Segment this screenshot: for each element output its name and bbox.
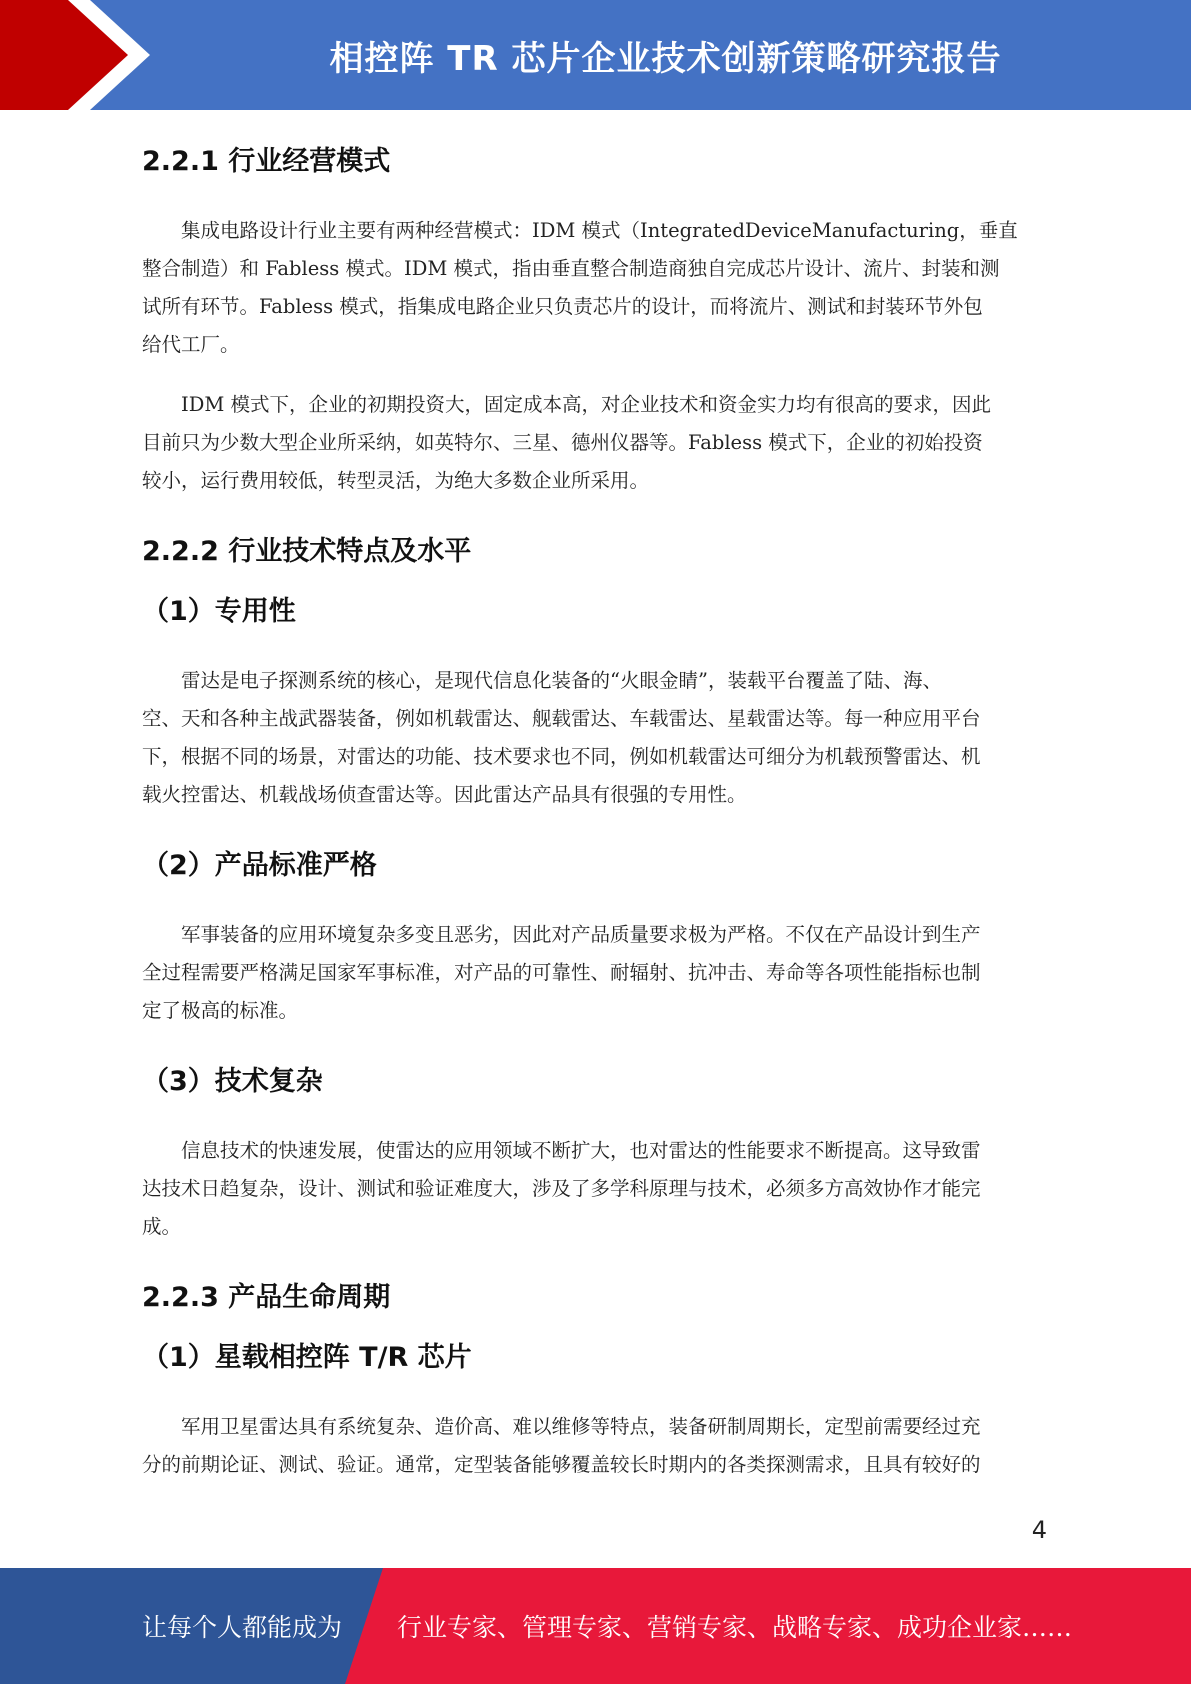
subheading-specialization: （1）专用性 [142,596,296,627]
paragraph: 集成电路设计行业主要有两种经营模式：IDM 模式（IntegratedDeviceManufacturing，垂直 整合制造）和 Fabless 模式。IDM 模式，指由垂直整合制造商独自完成芯片设计、流片、封装和测 试所有环节。Fabless 模式，指集成电路企业只负责芯片的设计，而将流片、测试和封装环节外包 给代工厂。 [142,219,1018,356]
paragraph: 雷达是电子探测系统的核心，是现代信息化装备的“火眼金睛”，装载平台覆盖了陆、海、 空、天和各种主战武器装备，例如机载雷达、舰载雷达、车载雷达、星载雷达等。每一种应用平台 下，根据不同的场景，对雷达的功能、技术要求也不同，例如机载雷达可细分为机载预警雷达、机 载火控雷达、机载战场侦查雷达等。因此雷达产品具有很强的专用性。 [142,669,981,806]
footer-slogan-right: 行业专家、管理专家、营销专家、战略专家、成功企业家…… [397,1613,1073,1642]
red-arrow-icon [0,0,150,110]
subheading-spaceborne-tr-chip: （1）星载相控阵 T/R 芯片 [142,1342,472,1373]
document-body [142,118,1045,1506]
subheading-technical-complexity: （3）技术复杂 [142,1066,323,1097]
paragraph: 军事装备的应用环境复杂多变且恶劣，因此对产品质量要求极为严格。不仅在产品设计到生产 全过程需要严格满足国家军事标准，对产品的可靠性、耐辐射、抗冲击、寿命等各项性能指标也制 定了极高的标准。 [142,923,981,1022]
paragraph: 军用卫星雷达具有系统复杂、造价高、难以维修等特点，装备研制周期长，定型前需要经过充 分的前期论证、测试、验证。通常，定型装备能够覆盖较长时期内的各类探测需求，且具有较好的 [142,1415,981,1476]
page-header [0,0,1191,110]
page-footer [0,1568,1191,1684]
section-heading-2-2-2: 2.2.2 行业技术特点及水平 [142,536,472,567]
subheading-strict-standards: （2）产品标准严格 [142,850,377,881]
paragraph: IDM 模式下，企业的初期投资大，固定成本高，对企业技术和资金实力均有很高的要求，因此 目前只为少数大型企业所采纳，如英特尔、三星、德州仪器等。Fabless 模式下，企业的初始投资 较小，运行费用较低，转型灵活，为绝大多数企业所采用。 [142,393,992,492]
page-number: 4 [1031,1516,1047,1544]
section-heading-2-2-3: 2.2.3 产品生命周期 [142,1282,391,1313]
footer-slogan-left: 让每个人都能成为 [142,1613,343,1642]
paragraph: 信息技术的快速发展，使雷达的应用领域不断扩大，也对雷达的性能要求不断提高。这导致雷 达技术日趋复杂，设计、测试和验证难度大，涉及了多学科原理与技术，必须多方高效协作才能完 成。 [142,1139,981,1238]
section-heading-2-2-1: 2.2.1 行业经营模式 [142,146,391,177]
report-title: 相控阵 TR 芯片企业技术创新策略研究报告 [329,38,1002,79]
